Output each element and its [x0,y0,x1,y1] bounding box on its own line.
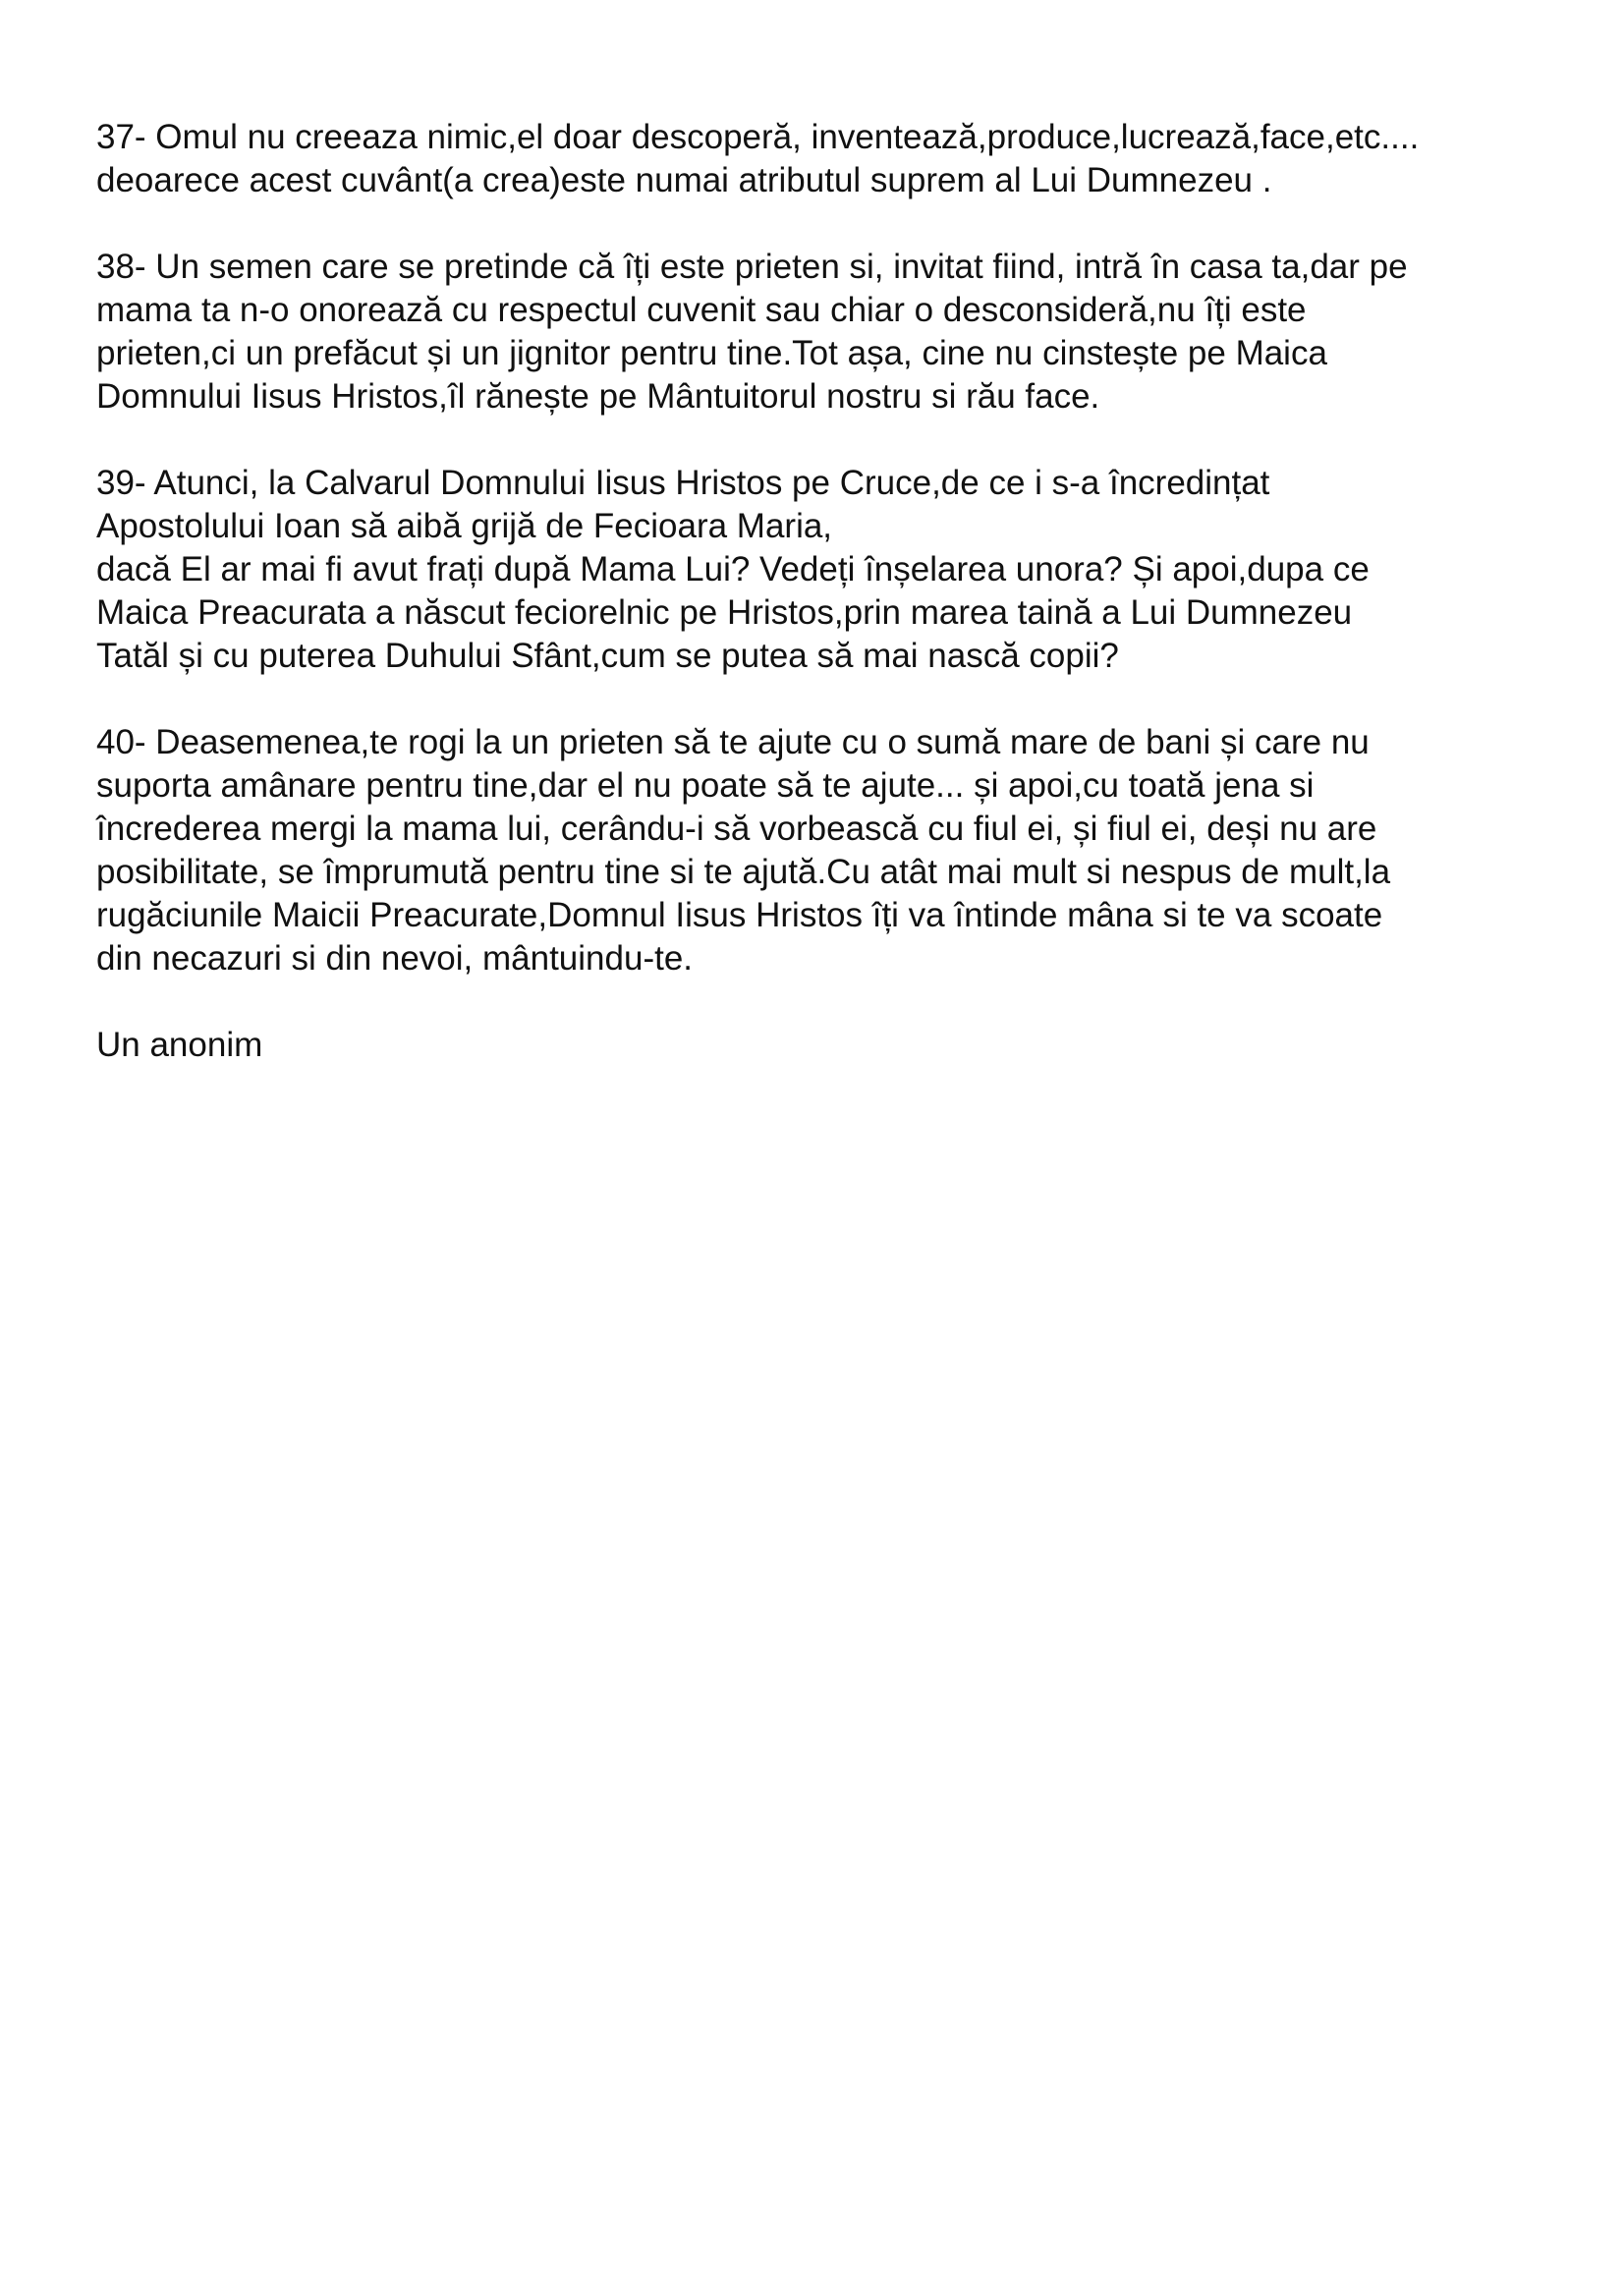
text-line: 39- Atunci, la Calvarul Domnului Iisus Hristos pe Cruce,de ce i s-a încredințat [96,464,1270,502]
paragraph-38 [96,246,1540,419]
paragraph-37 [96,116,1540,202]
text-line: Apostolului Ioan să aibă grijă de Fecioara Maria, [96,507,833,545]
text-line: 38- Un semen care se pretinde că îți este prieten si, invitat fiind, intră în casa ta,dar pe [96,248,1408,286]
text-line: posibilitate, se împrumută pentru tine si te ajută.Cu atât mai mult si nespus de mult,la [96,853,1391,891]
text-line: 37- Omul nu creeaza nimic,el doar descoperă, inventează,produce,lucrează,face,etc.... [96,118,1420,156]
text-line: dacă El ar mai fi avut frați după Mama Lui? Vedeți înșelarea unora? Și apoi,dupa ce [96,550,1370,588]
text-line: suporta amânare pentru tine,dar el nu poate să te ajute... și apoi,cu toată jena si [96,766,1315,805]
paragraph-40 [96,721,1540,980]
text-line: Maica Preacurata a născut feciorelnic pe Hristos,prin marea taină a Lui Dumnezeu [96,593,1353,632]
text-line: din necazuri si din nevoi, mântuindu-te. [96,939,694,978]
text-line: deoarece acest cuvânt(a crea)este numai atributul suprem al Lui Dumnezeu . [96,161,1272,199]
signature: Un anonim [96,1026,263,1064]
text-line: mama ta n-o onorează cu respectul cuvenit sau chiar o desconsideră,nu îți este [96,291,1307,329]
text-line: prieten,ci un prefăcut și un jignitor pentru tine.Tot așa, cine nu cinstește pe Maica [96,334,1327,372]
text-line: 40- Deasemenea,te rogi la un prieten să te ajute cu o sumă mare de bani și care nu [96,723,1370,761]
text-line: încrederea mergi la mama lui, cerându-i să vorbească cu fiul ei, și fiul ei, deși nu are [96,810,1377,848]
text-line: Domnului Iisus Hristos,îl rănește pe Mântuitorul nostru si rău face. [96,377,1100,416]
document-page [96,116,1540,1067]
text-line: rugăciunile Maicii Preacurate,Domnul Iisus Hristos îți va întinde mâna si te va scoate [96,896,1383,934]
text-line: Tatăl și cu puterea Duhului Sfânt,cum se putea să mai nască copii? [96,637,1119,675]
paragraph-39 [96,462,1540,678]
